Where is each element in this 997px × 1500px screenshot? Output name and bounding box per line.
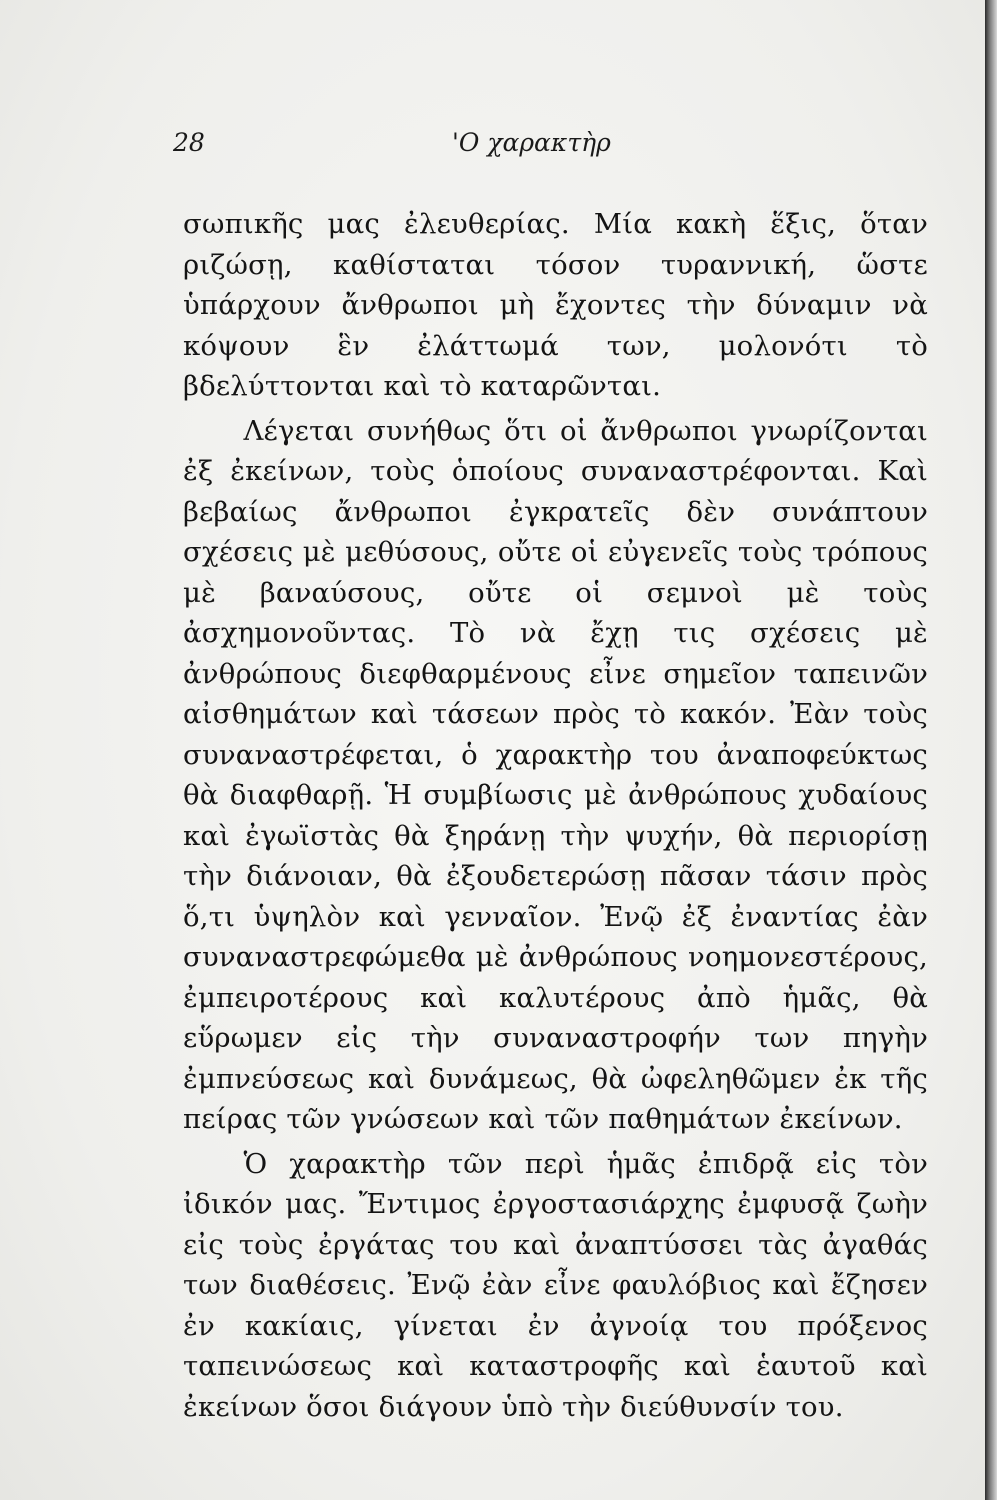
paragraph-3: Ὁ χαρακτὴρ τῶν περὶ ἡμᾶς ἐπιδρᾷ εἰς τὸν ἰδικόν μας. Ἔντιμος ἐργοστασιάρχης ἐμφυσᾷ ζωὴν εἰς τοὺς ἐργάτας του καὶ ἀναπτύσσει τὰς ἀγαθάς των διαθέσεις. Ἐνῷ ἐὰν εἶνε φαυλόβιος καὶ ἔζησεν ἐν κακίαις, γίνεται ἐν ἀγνοίᾳ του πρόξενος ταπεινώσεως καὶ καταστροφῆς καὶ ἑαυτοῦ καὶ ἐκείνων ὅσοι διάγουν ὑπὸ τὴν διεύθυνσίν του. [183, 1147, 928, 1423]
paragraph-1: σωπικῆς μας ἐλευθερίας. Μία κακὴ ἕξις, ὅταν ριζώσῃ, καθίσταται τόσον τυραννική, ὥστε ὑπάρχουν ἄνθρωποι μὴ ἔχοντες τὴν δύναμιν νὰ κόψουν ἓν ἐλάττωμά των, μολονότι τὸ βδελύττονται καὶ τὸ καταρῶνται. [183, 208, 928, 402]
paragraph-2: Λέγεται συνήθως ὅτι οἱ ἄνθρωποι γνωρίζονται ἐξ ἐκείνων, τοὺς ὁποίους συναναστρέφονται. Καὶ βεβαίως ἄνθρωποι ἐγκρατεῖς δὲν συνάπτουν σχέσεις μὲ μεθύσους, οὔτε οἱ εὐγενεῖς τοὺς τρόπους μὲ βαναύσους, οὔτε οἱ σεμνοὶ μὲ τοὺς ἀσχημονοῦντας. Τὸ νὰ ἔχῃ τις σχέσεις μὲ ἀνθρώπους διεφθαρμένους εἶνε σημεῖον ταπεινῶν αἰσθημάτων καὶ τάσεων πρὸς τὸ κακόν. Ἐὰν τοὺς συναναστρέφεται, ὁ χαρακτὴρ του ἀναποφεύκτως θὰ διαφθαρῇ. Ἡ συμβίωσις μὲ ἀνθρώπους χυδαίους καὶ ἐγωϊστὰς θὰ ξηράνῃ τὴν ψυχήν, θὰ περιορίσῃ τὴν διάνοιαν, θὰ ἐξουδετερώσῃ πᾶσαν τάσιν πρὸς ὅ,τι ὑψηλὸν καὶ γενναῖον. Ἐνῷ ἐξ ἐναντίας ἐὰν συναναστρεφώμεθα μὲ ἀνθρώπους νοημονεστέρους, ἐμπειροτέρους καὶ καλυτέρους ἀπὸ ἡμᾶς, θὰ εὕρωμεν εἰς τὴν συναναστροφήν των πηγὴν ἐμπνεύσεως καὶ δυνάμεως, θὰ ὠφεληθῶμεν ἐκ τῆς πείρας τῶν γνώσεων καὶ τῶν παθημάτων ἐκείνων. [183, 414, 928, 1135]
running-head: 'Ο χαρακτὴρ [452, 128, 611, 157]
page-edge-shadow [985, 0, 997, 1500]
body-text [183, 204, 928, 1427]
page-number: 28 [173, 128, 205, 157]
page-header [0, 128, 985, 168]
